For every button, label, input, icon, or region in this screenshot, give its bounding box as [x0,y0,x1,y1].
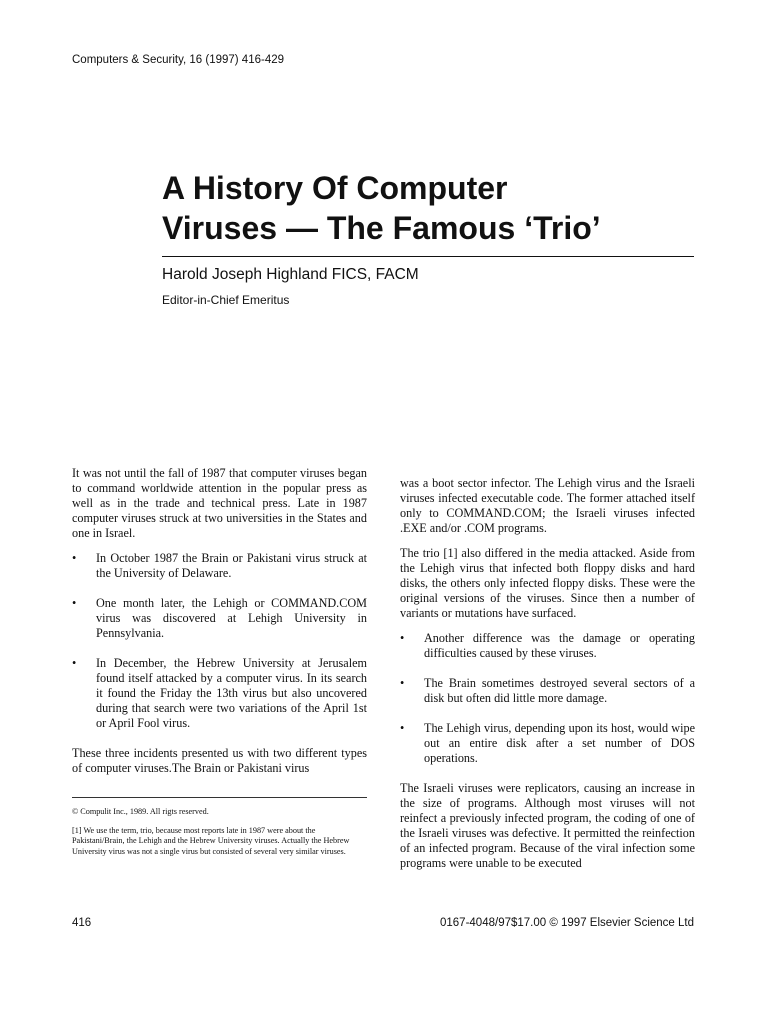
author-role: Editor-in-Chief Emeritus [162,293,290,305]
right-paragraph-2: The trio [1] also differed in the media attacked. Aside from the Lehigh virus that infected both floppy disks and hard disks, the others only infected floppy disks. These were the original versions of the viruses. Since then a number of variants or mutations have surfaced. [400,546,695,620]
copyright-line: 0167-4048/97$17.00 © 1997 Elsevier Science Ltd [440,917,694,929]
title-line-1: A History Of Computer [162,170,508,206]
right-column [400,476,695,881]
left-bullet-item [72,656,367,731]
left-bullet-text: One month later, the Lehigh or COMMAND.COM virus was discovered at Lehigh University in Pennsylvania. [96,596,367,640]
journal-citation: Computers & Security, 16 (1997) 416-429 [72,54,285,66]
bullet-icon: • [72,551,77,565]
right-paragraph-3: The Israeli viruses were replicators, causing an increase in the size of programs. Although most viruses will not reinfect a previously infected program, the coding of one of the Israeli viruses was defective. It permitted the reinfection of an infected program. Because of the viral infection some programs were unable to be executed [400,781,695,870]
footnote-1: [1] We use the term, trio, because most reports late in 1987 were about the Pakistani/Brain, the Lehigh and the Hebrew University viruses. Actually the Hebrew University virus was not a single virus but consisted of several very similar viruses. [72,825,350,856]
left-bullet-text: In December, the Hebrew University at Jerusalem found itself attacked by a computer virus. In its search it found the Friday the 13th virus but also uncovered during that search were two variations of the April 1st or April Fool virus. [96,656,367,730]
bullet-icon: • [400,631,405,645]
right-bullet-text: The Brain sometimes destroyed several sectors of a disk but often did little more damage. [424,676,695,705]
title-rule [162,256,694,257]
left-bullet-text: In October 1987 the Brain or Pakistani virus struck at the University of Delaware. [96,551,367,580]
left-paragraph-2: These three incidents presented us with two different types of computer viruses.The Brain or Pakistani virus [72,746,367,775]
right-bullet-text: The Lehigh virus, depending upon its host, would wipe out an entire disk after a set number of DOS operations. [424,721,695,765]
right-bullet-list [400,631,695,766]
right-paragraph-1: was a boot sector infector. The Lehigh virus and the Israeli viruses infected executable code. The former attached itself only to COMMAND.COM; the Israeli viruses infected .EXE and/or .COM programs. [400,476,695,535]
footnotes [72,797,367,865]
bullet-icon: • [72,656,77,670]
page-number: 416 [72,917,92,929]
right-bullet-item [400,631,695,661]
footnote-copyright: © Compulit Inc., 1989. All rigts reserved. [72,807,209,816]
left-bullet-list [72,551,367,731]
left-bullet-item [72,551,367,581]
bullet-icon: • [400,676,405,690]
left-bullet-item [72,596,367,641]
author-name: Harold Joseph Highland FICS, FACM [162,266,419,283]
right-bullet-text: Another difference was the damage or operating difficulties caused by these viruses. [424,631,695,660]
article-title [162,168,601,248]
bullet-icon: • [400,721,405,735]
left-column [72,466,367,786]
left-paragraph-1: It was not until the fall of 1987 that computer viruses began to command worldwide attention in the popular press as well as in the trade and technical press. Late in 1987 computer viruses struck at two universities in the States and one in Israel. [72,466,367,540]
title-line-2: Viruses — The Famous ‘Trio’ [162,210,601,246]
right-bullet-item [400,721,695,766]
bullet-icon: • [72,596,77,610]
right-bullet-item [400,676,695,706]
